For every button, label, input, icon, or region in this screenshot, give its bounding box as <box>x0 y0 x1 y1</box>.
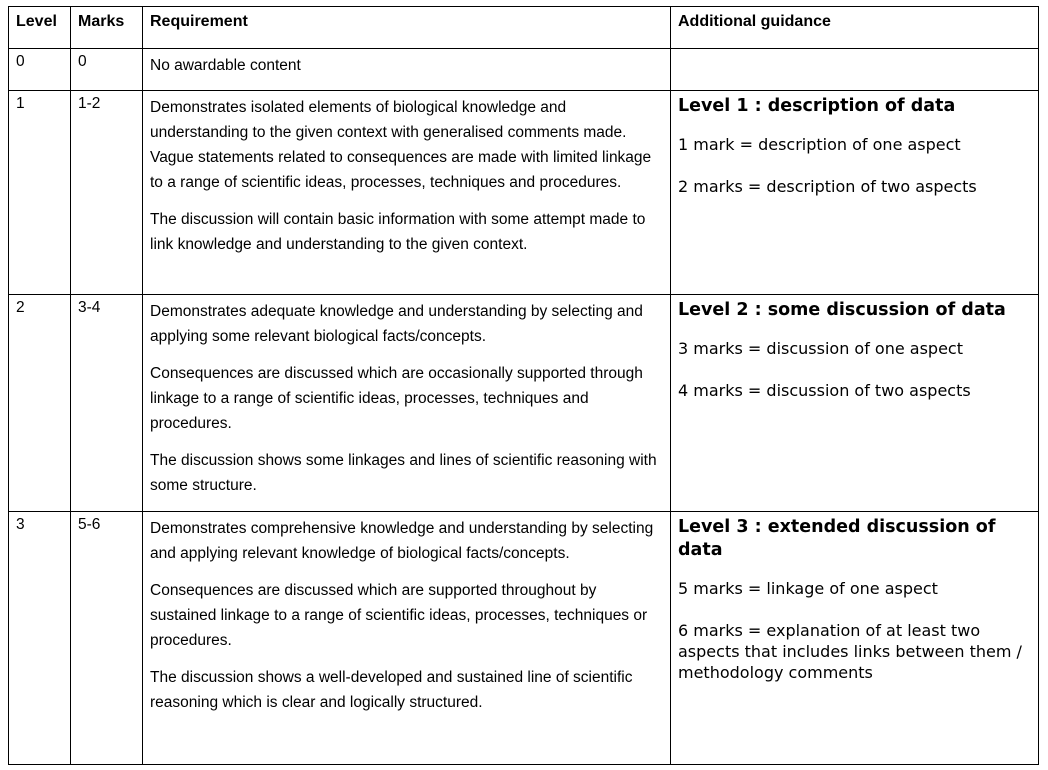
table-row <box>9 512 1039 765</box>
mark-scheme-table <box>8 6 1039 765</box>
requirement-paragraph: The discussion shows some linkages and lines of scientific reasoning with some structure. <box>150 452 657 494</box>
guidance-title: Level 3 : extended discussion of data <box>678 517 996 560</box>
guidance-title: Level 1 : description of data <box>678 96 956 116</box>
header-marks: Marks <box>71 7 143 49</box>
requirement-paragraph: The discussion shows a well-developed and sustained line of scientific reasoning which is clear and logically structured. <box>150 669 633 711</box>
requirement-cell <box>143 91 671 295</box>
requirement-cell <box>143 49 671 91</box>
marks-cell: 5-6 <box>71 512 143 765</box>
guidance-line: 6 marks = explanation of at least two aspects that includes links between them / methodology comments <box>678 621 1022 682</box>
guidance-line: 2 marks = description of two aspects <box>678 177 977 196</box>
requirement-paragraph: Demonstrates comprehensive knowledge and understanding by selecting and applying relevant knowledge of biological facts/concepts. <box>150 520 654 562</box>
header-guidance: Additional guidance <box>671 7 1039 49</box>
marks-cell: 0 <box>71 49 143 91</box>
level-cell: 3 <box>9 512 71 765</box>
guidance-cell <box>671 295 1039 512</box>
marks-cell: 1-2 <box>71 91 143 295</box>
level-cell: 1 <box>9 91 71 295</box>
guidance-line: 3 marks = discussion of one aspect <box>678 339 963 358</box>
guidance-cell <box>671 512 1039 765</box>
table-row <box>9 295 1039 512</box>
requirement-paragraph: Consequences are discussed which are occasionally supported through linkage to a range of scientific ideas, processes, techniques and procedures. <box>150 365 643 432</box>
guidance-cell <box>671 91 1039 295</box>
requirement-cell <box>143 512 671 765</box>
requirement-paragraph: No awardable content <box>150 57 301 74</box>
requirement-paragraph: Demonstrates isolated elements of biological knowledge and understanding to the given context with generalised comments made. Vague statements related to consequences are made with limited linkage to a range of scientific ideas, processes, techniques and procedures. <box>150 99 652 191</box>
header-row <box>9 7 1039 49</box>
table-row <box>9 49 1039 91</box>
table-row <box>9 91 1039 295</box>
level-cell: 0 <box>9 49 71 91</box>
level-cell: 2 <box>9 295 71 512</box>
marks-cell: 3-4 <box>71 295 143 512</box>
header-requirement: Requirement <box>143 7 671 49</box>
guidance-title: Level 2 : some discussion of data <box>678 300 1006 320</box>
requirement-paragraph: Consequences are discussed which are supported throughout by sustained linkage to a range of scientific ideas, processes, techniques or procedures. <box>150 582 648 649</box>
guidance-line: 1 mark = description of one aspect <box>678 135 961 154</box>
requirement-paragraph: The discussion will contain basic information with some attempt made to link knowledge and understanding to the given context. <box>150 211 646 253</box>
requirement-paragraph: Demonstrates adequate knowledge and understanding by selecting and applying some relevant biological facts/concepts. <box>150 303 643 345</box>
guidance-cell <box>671 49 1039 91</box>
requirement-cell <box>143 295 671 512</box>
guidance-line: 4 marks = discussion of two aspects <box>678 381 971 400</box>
header-level: Level <box>9 7 71 49</box>
guidance-line: 5 marks = linkage of one aspect <box>678 579 938 598</box>
